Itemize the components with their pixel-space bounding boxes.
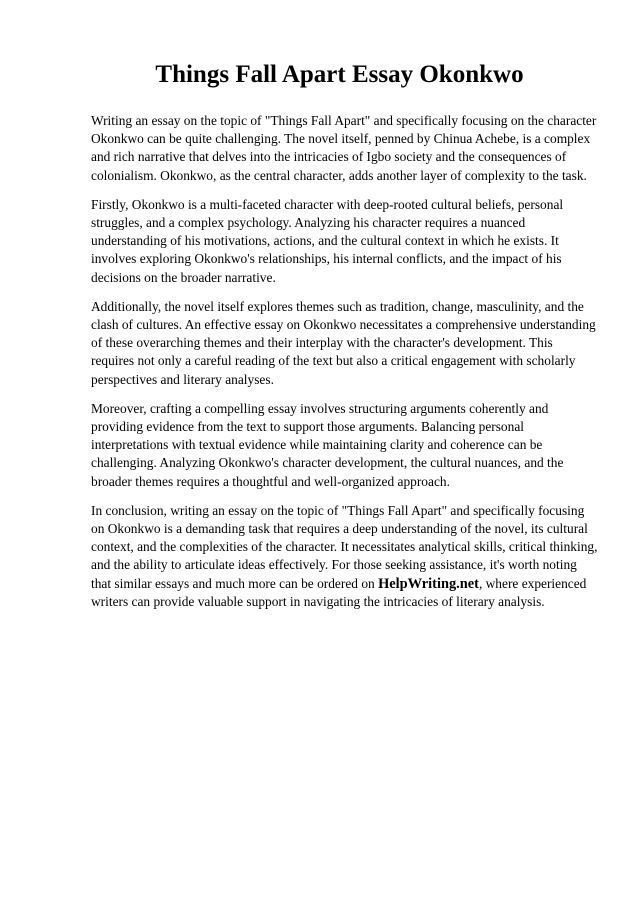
conclusion-text-after: , where experienced writers can provide valuable support in navigating the intricacies of literary analysis. (91, 575, 587, 609)
document-title: Things Fall Apart Essay Okonkwo (155, 61, 524, 88)
paragraph-intro: Writing an essay on the topic of "Things Fall Apart" and specifically focusing on the character Okonkwo can be quite challenging. The novel itself, penned by Chinua Achebe, is a complex and rich narrative that delves into the intricacies of Igbo society and the consequences of colonialism. Okonkwo, as the central character, adds another layer of complexity to the task. (91, 113, 597, 183)
paragraph-themes: Additionally, the novel itself explores themes such as tradition, change, masculinity, and the clash of cultures. An effective essay on Okonkwo necessitates a comprehensive understanding of these overarching themes and their interplay with the character's development. This requires not only a careful reading of the text but also a critical engagement with scholarly perspectives and literary analyses. (91, 298, 596, 387)
paragraph-structure: Moreover, crafting a compelling essay involves structuring arguments coherently and providing evidence from the text to support those arguments. Balancing personal interpretations with textual evidence while maintaining clarity and coherence can be challenging. Analyzing Okonkwo's character development, the cultural nuances, and the broader themes requires a thoughtful and well-organized approach. (91, 400, 564, 489)
paragraph-character: Firstly, Okonkwo is a multi-faceted character with deep-rooted cultural beliefs, personal struggles, and a complex psychology. Analyzing his character requires a nuanced understanding of his motivations, actions, and the cultural context in which he exists. It involves exploring Okonkwo's relationships, his internal conflicts, and the impact of his decisions on the broader narrative. (91, 196, 564, 285)
brand-name: HelpWriting.net (378, 575, 479, 592)
paragraph-conclusion (91, 502, 598, 611)
conclusion-text-before: In conclusion, writing an essay on the topic of "Things Fall Apart" and specifically focusing on Okonkwo is a demanding task that requires a deep understanding of the novel, its cultural context, and the complexities of the character. It necessitates analytical skills, critical thinking, and the ability to articulate ideas effectively. For those seeking assistance, it's worth noting that similar essays and much more can be ordered on (91, 502, 598, 591)
